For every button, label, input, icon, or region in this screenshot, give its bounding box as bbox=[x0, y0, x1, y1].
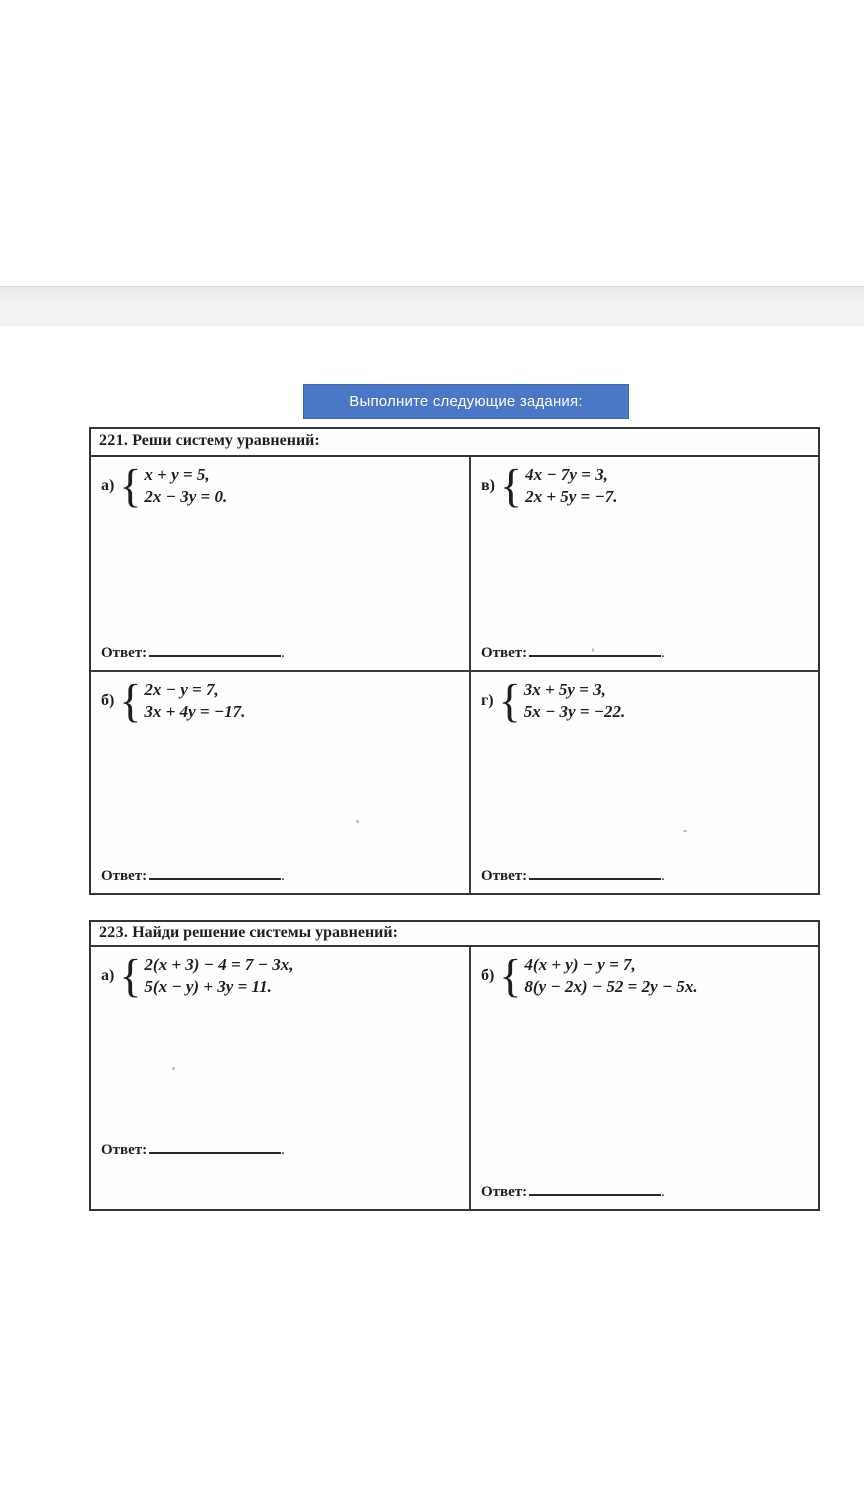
gray-divider-band bbox=[0, 286, 864, 326]
answer-blank bbox=[149, 1140, 281, 1154]
equations bbox=[525, 464, 617, 508]
equation-line: 8(y − 2x) − 52 = 2y − 5x. bbox=[524, 977, 698, 996]
answer-blank bbox=[529, 866, 661, 880]
equations bbox=[524, 679, 626, 723]
answer-label: Ответ: bbox=[481, 1184, 528, 1200]
equation-line: 2x + 5y = −7. bbox=[525, 487, 618, 506]
problem-221-cell-g bbox=[469, 670, 818, 893]
answer-period: . bbox=[281, 1142, 285, 1158]
answer-line bbox=[101, 643, 461, 662]
answer-blank bbox=[529, 643, 661, 657]
answer-line bbox=[101, 1140, 461, 1159]
problem-223-header bbox=[91, 922, 818, 947]
scan-speck bbox=[172, 1067, 175, 1070]
answer-period: . bbox=[661, 868, 665, 884]
system-brace: { bbox=[119, 949, 142, 1002]
answer-label: Ответ: bbox=[481, 868, 528, 884]
equations bbox=[144, 464, 227, 508]
equation-line: 4x − 7y = 3, bbox=[525, 465, 608, 484]
problem-221-cell-b bbox=[91, 670, 469, 893]
tasks-banner: Выполните следующие задания: bbox=[303, 384, 629, 419]
answer-period: . bbox=[661, 645, 665, 661]
answer-period: . bbox=[281, 868, 285, 884]
answer-label: Ответ: bbox=[481, 645, 528, 661]
answer-blank bbox=[529, 1182, 661, 1196]
equation-system bbox=[481, 949, 810, 1002]
system-brace: { bbox=[119, 674, 142, 727]
equation-line: 5x − 3y = −22. bbox=[523, 702, 626, 721]
answer-label: Ответ: bbox=[101, 645, 148, 661]
system-brace: { bbox=[499, 949, 522, 1002]
equations bbox=[144, 679, 245, 723]
scan-speck bbox=[356, 820, 359, 823]
problem-223-grid bbox=[91, 947, 818, 1209]
item-label: а) bbox=[101, 967, 115, 984]
system-brace: { bbox=[119, 459, 142, 512]
answer-period: . bbox=[661, 1184, 665, 1200]
problem-223-cell-a bbox=[91, 947, 469, 1209]
equation-line: 5(x − y) + 3y = 11. bbox=[144, 977, 272, 996]
answer-blank bbox=[149, 866, 281, 880]
item-label: г) bbox=[481, 692, 494, 709]
problem-221-cell-a bbox=[91, 457, 469, 670]
answer-period: . bbox=[281, 645, 285, 661]
equation-system bbox=[481, 459, 810, 512]
problem-221-cell-v bbox=[469, 457, 818, 670]
scan-speck bbox=[683, 830, 687, 832]
equation-system bbox=[101, 949, 461, 1002]
equation-system bbox=[101, 674, 461, 727]
equation-line: 3x + 5y = 3, bbox=[523, 680, 606, 699]
equation-line: 4(x + y) − y = 7, bbox=[524, 955, 636, 974]
item-label: б) bbox=[481, 967, 495, 984]
problem-number: 221. bbox=[99, 432, 129, 449]
system-brace: { bbox=[499, 459, 523, 512]
answer-line bbox=[481, 866, 810, 885]
problem-title: Найди решение системы уравнений: bbox=[132, 924, 398, 941]
item-label: б) bbox=[101, 692, 115, 709]
equation-line: 2x − y = 7, bbox=[144, 680, 219, 699]
problem-title: Реши систему уравнений: bbox=[132, 432, 320, 449]
equation-line: 2x − 3y = 0. bbox=[144, 487, 228, 506]
equation-system bbox=[101, 459, 461, 512]
answer-line bbox=[481, 643, 810, 662]
equation-system bbox=[481, 674, 810, 727]
item-label: а) bbox=[101, 477, 115, 494]
equations bbox=[524, 954, 697, 998]
problem-table-223 bbox=[89, 920, 820, 1211]
answer-blank bbox=[149, 643, 281, 657]
problem-number: 223. bbox=[99, 924, 129, 941]
problem-223-cell-b bbox=[469, 947, 818, 1209]
equation-line: 2(x + 3) − 4 = 7 − 3x, bbox=[144, 955, 294, 974]
problem-221-grid bbox=[91, 457, 818, 893]
problem-table-221 bbox=[89, 427, 820, 895]
equations bbox=[144, 954, 293, 998]
equation-line: 3x + 4y = −17. bbox=[144, 702, 246, 721]
scan-speck bbox=[592, 648, 594, 652]
item-label: в) bbox=[481, 477, 495, 494]
problem-221-header bbox=[91, 429, 818, 457]
answer-line bbox=[481, 1182, 810, 1201]
answer-line bbox=[101, 866, 461, 885]
equation-line: x + y = 5, bbox=[144, 465, 210, 484]
system-brace: { bbox=[498, 674, 521, 727]
answer-label: Ответ: bbox=[101, 1142, 148, 1158]
answer-label: Ответ: bbox=[101, 868, 148, 884]
